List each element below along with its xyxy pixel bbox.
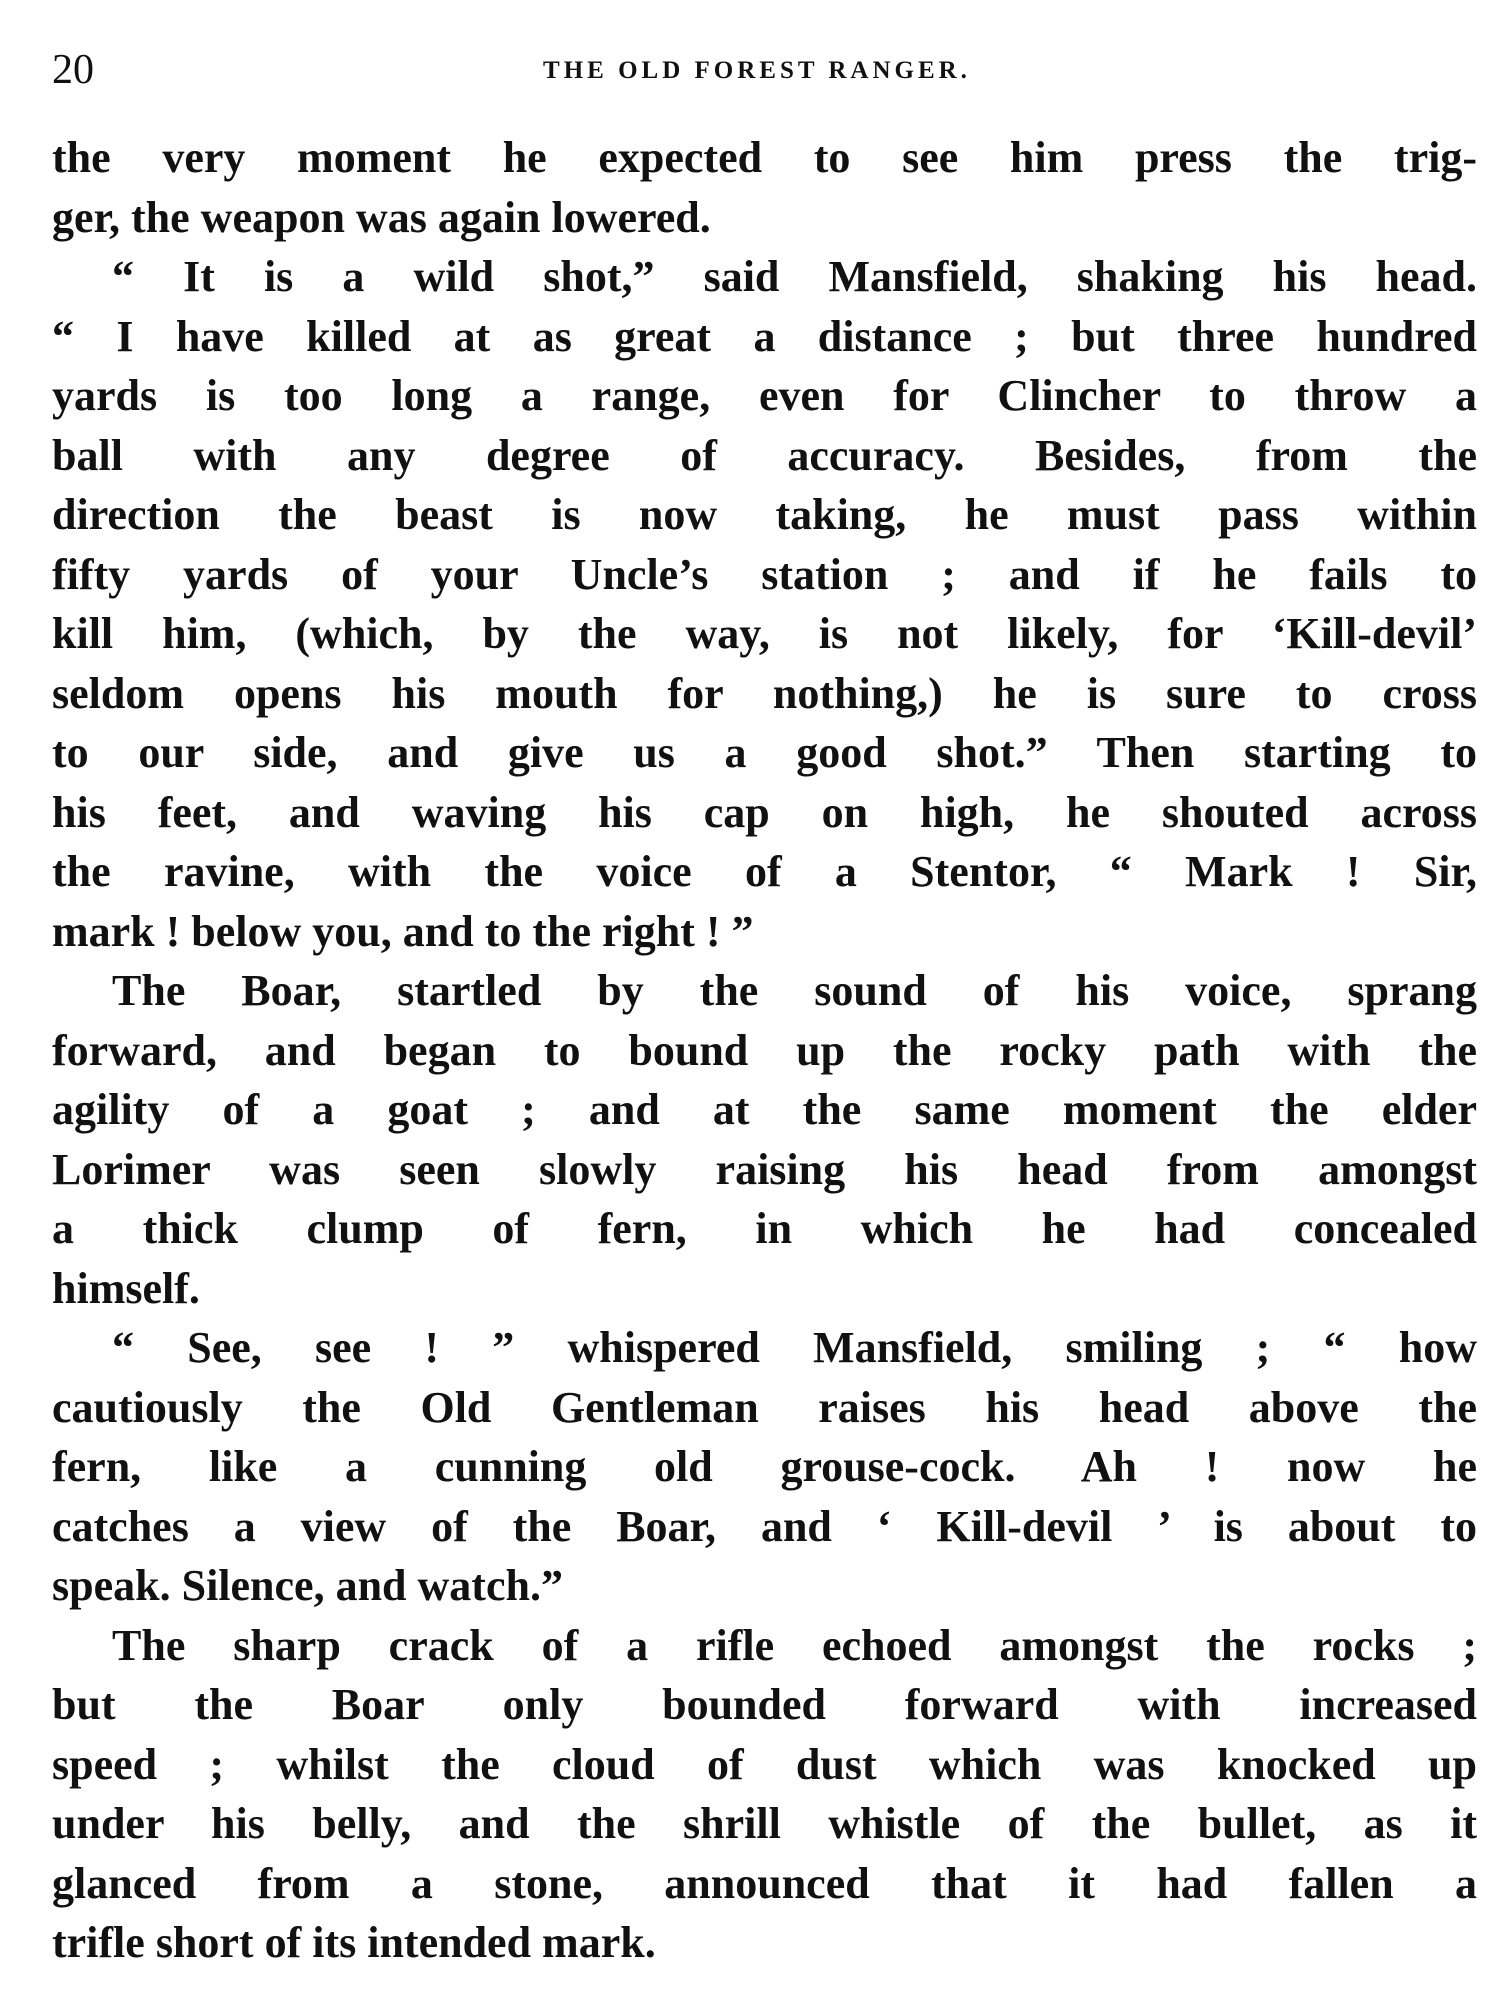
- text-line: cautiously the Old Gentleman raises his head above the: [52, 1382, 1477, 1432]
- text-line: the very moment he expected to see him press the trig-: [52, 133, 1477, 182]
- text-line: trifle short of its intended mark.: [52, 1918, 656, 1967]
- running-title: THE OLD FOREST RANGER.: [543, 57, 971, 84]
- text-line: “ I have killed at as great a distance ; but three hundred: [52, 311, 1477, 361]
- text-line: fern, like a cunning old grouse-cock. Ah ! now he: [52, 1442, 1477, 1491]
- text-line: speak. Silence, and watch.”: [52, 1561, 563, 1610]
- text-line: the ravine, with the voice of a Stentor, “ Mark ! Sir,: [52, 847, 1477, 896]
- text-line: “ See, see ! ” whispered Mansfield, smiling ; “ how: [112, 1323, 1477, 1372]
- text-line: his feet, and waving his cap on high, he shouted across: [52, 787, 1477, 837]
- text-line: a thick clump of fern, in which he had concealed: [52, 1204, 1477, 1253]
- text-line: seldom opens his mouth for nothing,) he is sure to cross: [52, 668, 1477, 718]
- text-line: “ It is a wild shot,” said Mansfield, shaking his head.: [112, 252, 1477, 301]
- text-line: yards is too long a range, even for Clincher to throw a: [52, 371, 1477, 420]
- text-line: to our side, and give us a good shot.” Then starting to: [52, 728, 1477, 777]
- text-line: agility of a goat ; and at the same moment the elder: [52, 1085, 1477, 1134]
- text-line: fifty yards of your Uncle’s station ; and if he fails to: [52, 549, 1477, 599]
- text-line: speed ; whilst the cloud of dust which was knocked up: [52, 1739, 1477, 1789]
- text-line: catches a view of the Boar, and ‘ Kill-devil ’ is about to: [52, 1501, 1477, 1551]
- text-line: kill him, (which, by the way, is not likely, for ‘Kill-devil’: [52, 609, 1477, 658]
- text-line: under his belly, and the shrill whistle of the bullet, as it: [52, 1799, 1477, 1848]
- text-line: ger, the weapon was again lowered.: [52, 192, 711, 242]
- text-line: forward, and began to bound up the rocky path with the: [52, 1025, 1477, 1075]
- text-line: ball with any degree of accuracy. Besides, from the: [52, 430, 1477, 480]
- page-number: 20: [52, 47, 94, 93]
- text-line: The sharp crack of a rifle echoed amongst the rocks ;: [112, 1620, 1477, 1670]
- text-line: but the Boar only bounded forward with increased: [52, 1680, 1477, 1729]
- text-line: himself.: [52, 1263, 200, 1313]
- body-text: [52, 128, 1477, 1973]
- page-header: [52, 40, 1462, 100]
- text-line: Lorimer was seen slowly raising his head from amongst: [52, 1144, 1477, 1194]
- text-line: mark ! below you, and to the right ! ”: [52, 906, 754, 956]
- text-line: direction the beast is now taking, he must pass within: [52, 490, 1477, 539]
- text-line: The Boar, startled by the sound of his voice, sprang: [112, 966, 1477, 1015]
- text-line: glanced from a stone, announced that it had fallen a: [52, 1858, 1477, 1908]
